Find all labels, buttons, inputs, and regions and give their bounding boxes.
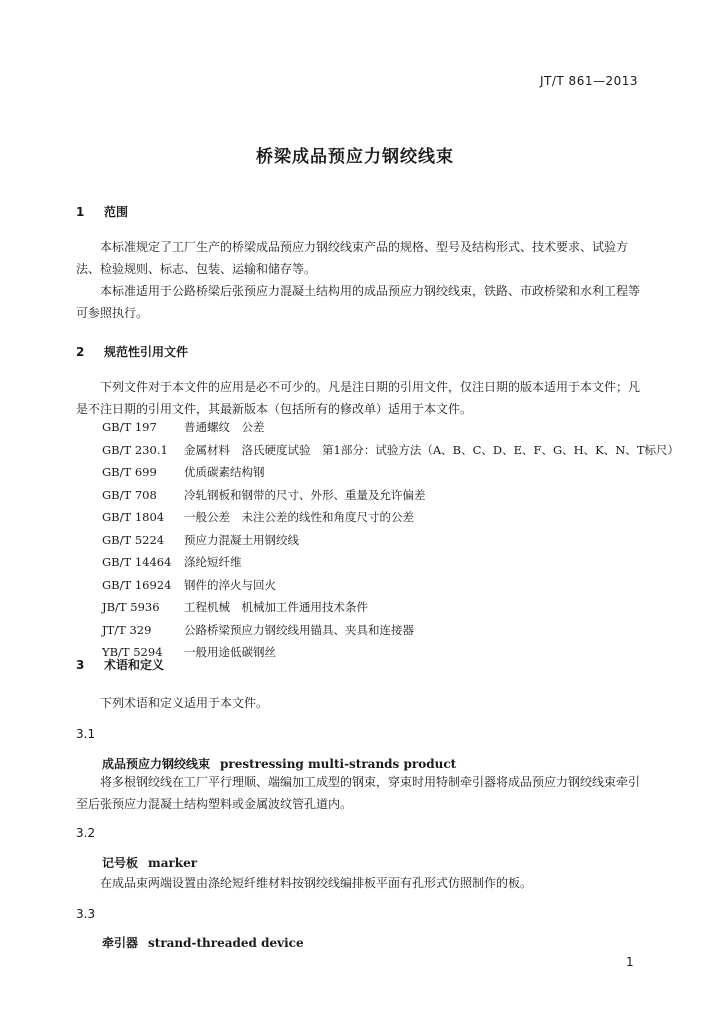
term-chinese: 记号板: [102, 856, 139, 870]
reference-title: 公路桥梁预应力钢绞线用锚具、夹具和连接器: [184, 622, 414, 637]
section-title: 术语和定义: [104, 658, 165, 672]
reference-item: [102, 506, 679, 529]
reference-code: GB/T 5224: [102, 532, 165, 547]
reference-item: [102, 461, 679, 484]
term-english: strand-threaded device: [148, 936, 304, 950]
clause-number: 3.2: [76, 826, 96, 840]
term-definition: 将多根钢绞线在工厂平行理顺、端编加工成型的钢束，穿束时用特制牵引器将成品预应力钢绞线束牵引至后张预应力混凝土结构塑料或金属波纹管孔道内。: [76, 775, 641, 811]
section-number: 3: [76, 658, 85, 672]
reference-item: [102, 439, 679, 462]
term-heading: [102, 755, 456, 772]
reference-item: [102, 484, 679, 507]
reference-title: 金属材料 洛氏硬度试验 第1部分：试验方法（A、B、C、D、E、F、G、H、K、N、T标尺）: [184, 442, 680, 457]
scope-paragraph: 本标准规定了工厂生产的桥梁成品预应力钢绞线束产品的规格、型号及结构形式、技术要求、试验方法、检验规则、标志、包装、运输和储存等。: [76, 240, 629, 276]
reference-code: GB/T 16924: [102, 577, 172, 592]
normative-intro: 下列文件对于本文件的应用是必不可少的。凡是注日期的引用文件，仅注日期的版本适用于本文件；凡是不注日期的引用文件，其最新版本（包括所有的修改单）适用于本文件。: [76, 380, 641, 416]
reference-item: [102, 574, 679, 597]
term-chinese: 牵引器: [102, 936, 139, 950]
section-3-heading: [76, 656, 164, 673]
reference-item: [102, 619, 679, 642]
reference-title: 一般公差 未注公差的线性和角度尺寸的公差: [184, 510, 414, 524]
term-chinese: 成品预应力钢绞线束: [102, 757, 211, 771]
reference-item: [102, 529, 679, 552]
reference-title: 优质碳素结构钢: [184, 465, 265, 479]
terms-intro: 下列术语和定义适用于本文件。: [100, 696, 269, 710]
reference-item: [102, 551, 679, 574]
reference-code: GB/T 197: [102, 420, 157, 434]
scope-paragraph: 本标准适用于公路桥梁后张预应力混凝土结构用的成品预应力钢绞线束，铁路、市政桥梁和水利工程等可参照执行。: [76, 284, 641, 320]
term-english: prestressing multi-strands product: [220, 757, 457, 771]
term-definition: 在成品束两端设置由涤纶短纤维材料按钢绞线编排板平面有孔形式仿照制作的板。: [100, 876, 533, 890]
standard-code: JT/T 861—2013: [540, 74, 638, 88]
page-number: 1: [626, 955, 634, 969]
reference-item: [102, 641, 679, 664]
reference-code: GB/T 699: [102, 465, 157, 479]
reference-code: GB/T 230.1: [102, 442, 168, 457]
reference-item: [102, 596, 679, 619]
term-english: marker: [148, 856, 198, 870]
section-number: 2: [76, 345, 85, 359]
reference-item: [102, 416, 679, 439]
reference-code: GB/T 14464: [102, 555, 172, 569]
document-title: 桥梁成品预应力钢绞线束: [256, 147, 454, 167]
section-title: 范围: [104, 205, 129, 219]
reference-code: JB/T 5936: [102, 600, 160, 614]
section-title: 规范性引用文件: [104, 345, 189, 359]
clause-number: 3.1: [76, 727, 96, 741]
term-heading: [102, 934, 304, 951]
reference-title: 涤纶短纤维: [184, 555, 242, 569]
reference-code: GB/T 1804: [102, 510, 165, 524]
reference-title: 钢件的淬火与回火: [184, 577, 276, 592]
reference-code: YB/T 5294: [102, 645, 163, 659]
section-1-heading: [76, 203, 128, 220]
reference-list: [102, 416, 679, 664]
term-heading: [102, 854, 197, 871]
section-2-heading: [76, 343, 188, 360]
reference-title: 普通螺纹 公差: [184, 420, 265, 434]
reference-title: 工程机械 机械加工件通用技术条件: [184, 600, 368, 614]
clause-number: 3.3: [76, 907, 96, 921]
reference-title: 预应力混凝土用钢绞线: [184, 532, 299, 547]
section-number: 1: [76, 205, 85, 219]
reference-title: 冷轧钢板和钢带的尺寸、外形、重量及允许偏差: [184, 487, 426, 502]
reference-title: 一般用途低碳钢丝: [184, 645, 276, 659]
reference-code: GB/T 708: [102, 487, 157, 502]
reference-code: JT/T 329: [102, 622, 152, 637]
